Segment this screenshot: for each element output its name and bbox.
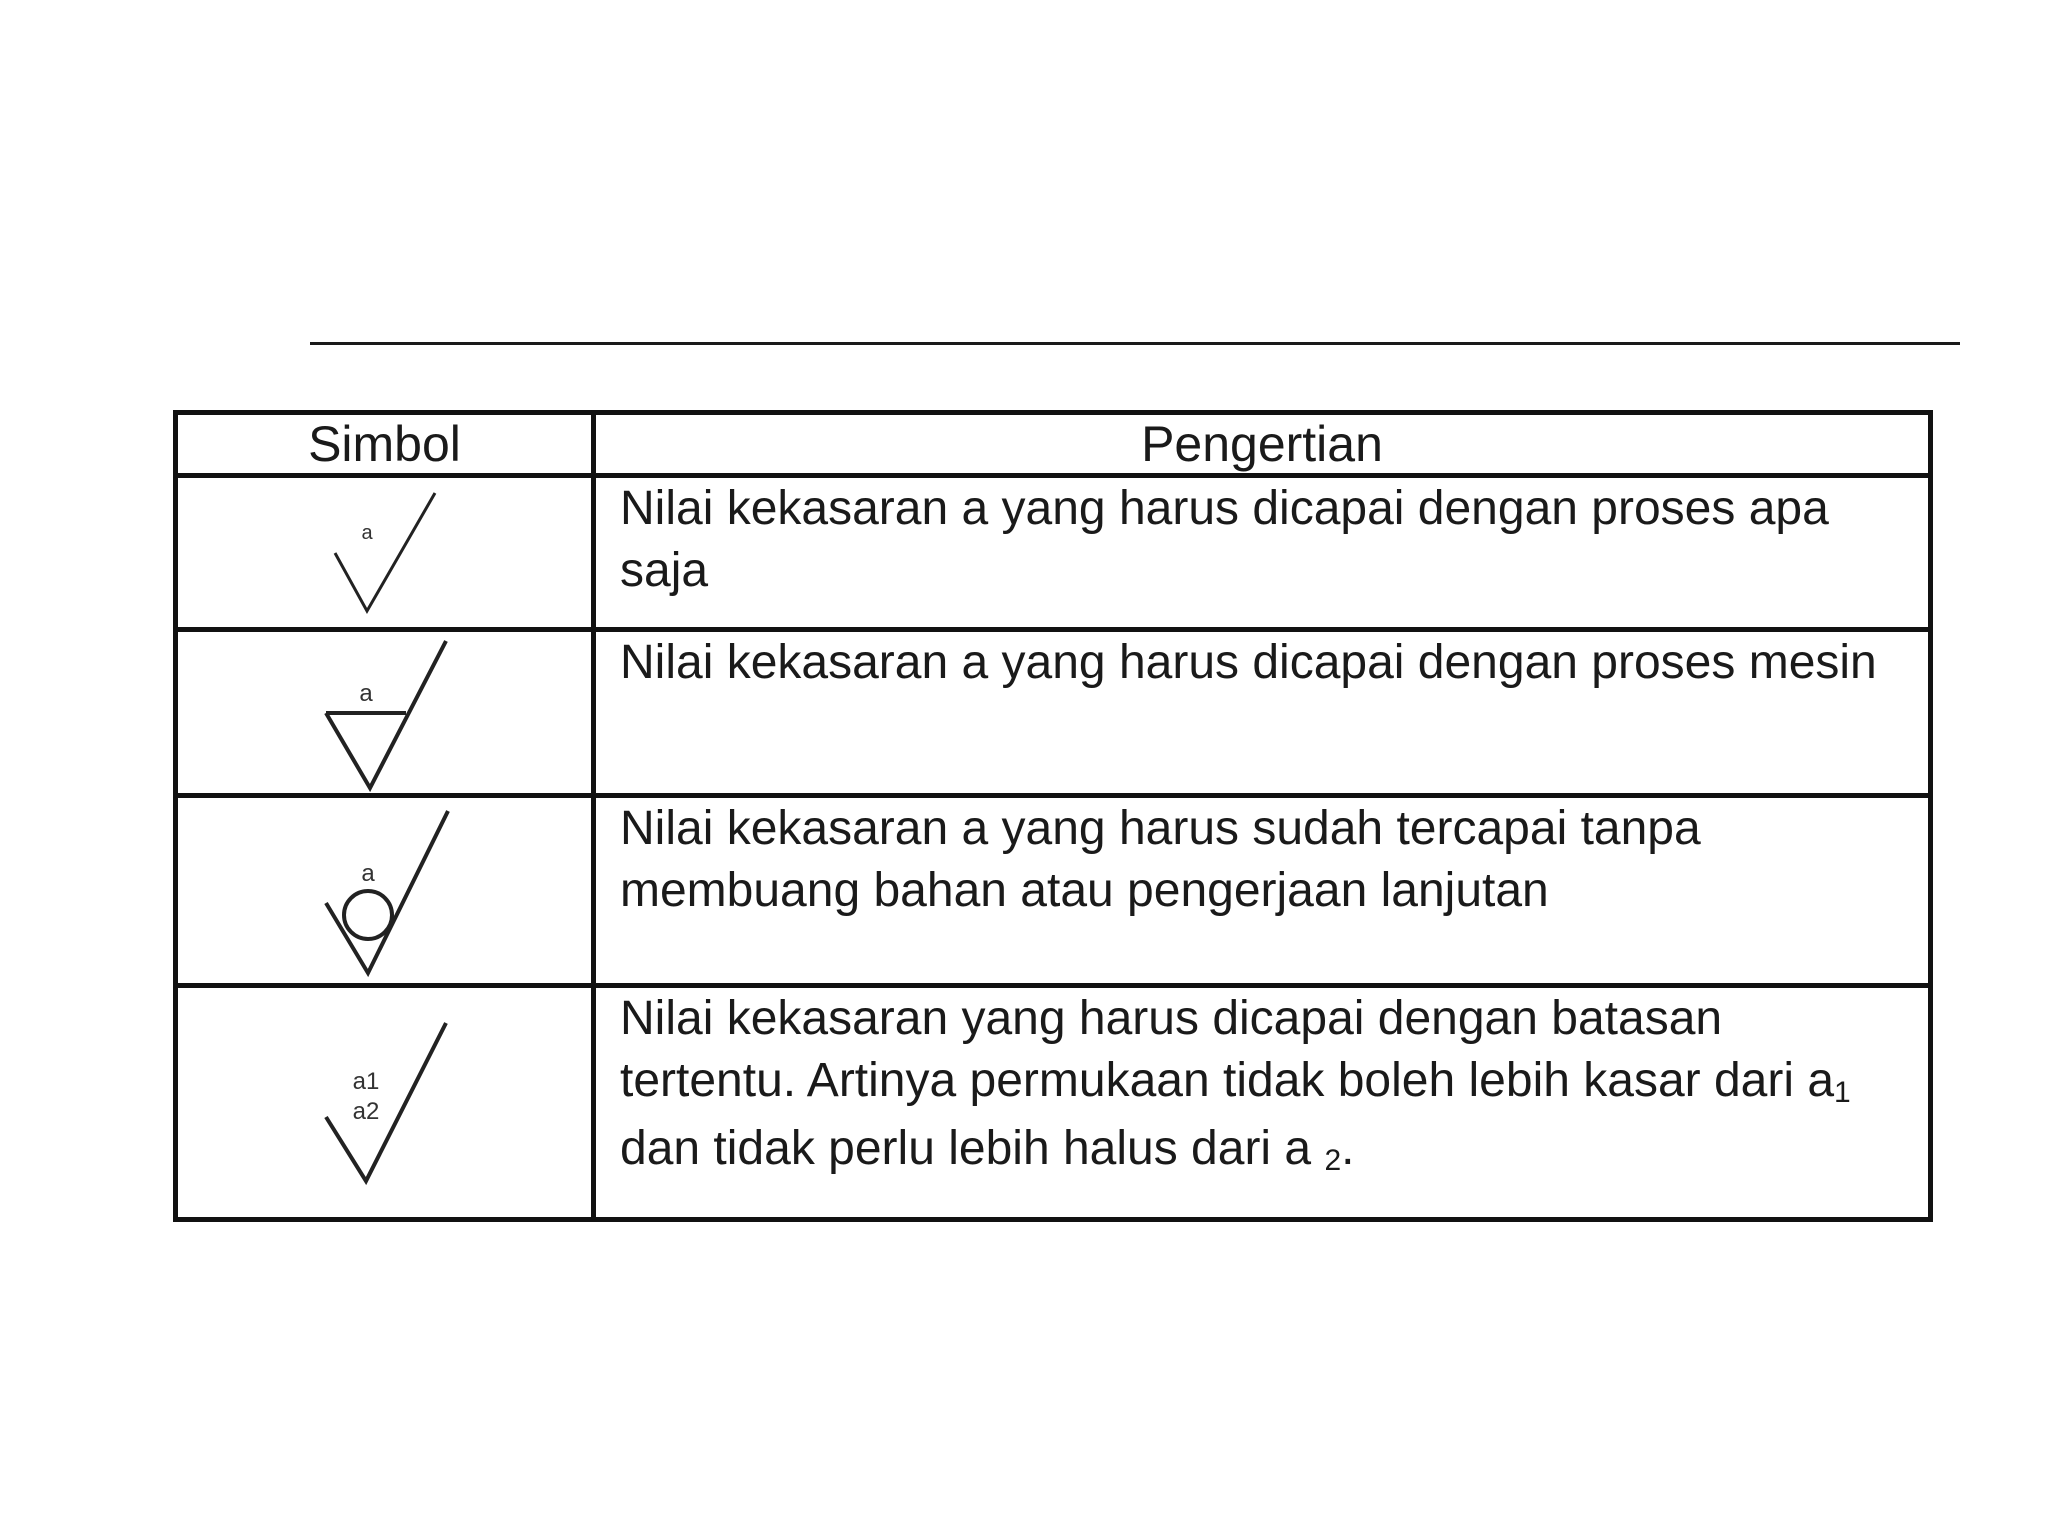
description-cell: Nilai kekasaran a yang harus dicapai dengan proses apa saja	[594, 476, 1931, 630]
roughness-value-label: a	[360, 859, 375, 887]
table-row	[176, 476, 1931, 630]
roughness-value-label: a	[358, 679, 373, 707]
description-cell: Nilai kekasaran a yang harus dicapai dengan proses mesin	[594, 630, 1931, 796]
subscript-2: 2	[1324, 1144, 1342, 1177]
description-text: Nilai kekasaran yang harus dicapai dengan batasan tertentu. Artinya permukaan tidak boleh lebih kasar dari a	[620, 992, 1835, 1107]
table-row	[176, 630, 1931, 796]
description-cell: Nilai kekasaran a yang harus sudah tercapai tanpa membuang bahan atau pengerjaan lanjutan	[594, 796, 1931, 986]
surface-roughness-machining-icon	[310, 633, 460, 793]
surface-roughness-symbol-table	[173, 410, 1933, 1222]
description-cell	[594, 986, 1931, 1220]
symbol-cell	[176, 986, 594, 1220]
symbol-cell	[176, 796, 594, 986]
table-header-row	[176, 413, 1931, 476]
table-row	[176, 986, 1931, 1220]
header-pengertian: Pengertian	[594, 413, 1931, 476]
symbol-cell	[176, 476, 594, 630]
upper-limit-label: a1	[352, 1067, 379, 1095]
symbol-cell	[176, 630, 594, 796]
roughness-value-label: a	[360, 521, 373, 544]
subscript-1: 1	[1834, 1076, 1851, 1109]
description-text: dan tidak perlu lebih halus dari a	[620, 1122, 1325, 1175]
header-divider-line	[310, 342, 1960, 345]
surface-roughness-limits-icon	[310, 1013, 460, 1193]
lower-limit-label: a2	[352, 1097, 379, 1125]
table-row	[176, 796, 1931, 986]
surface-roughness-any-process-icon	[315, 483, 455, 623]
surface-roughness-no-removal-icon	[310, 801, 460, 981]
description-text: .	[1341, 1122, 1355, 1175]
header-simbol: Simbol	[176, 413, 594, 476]
